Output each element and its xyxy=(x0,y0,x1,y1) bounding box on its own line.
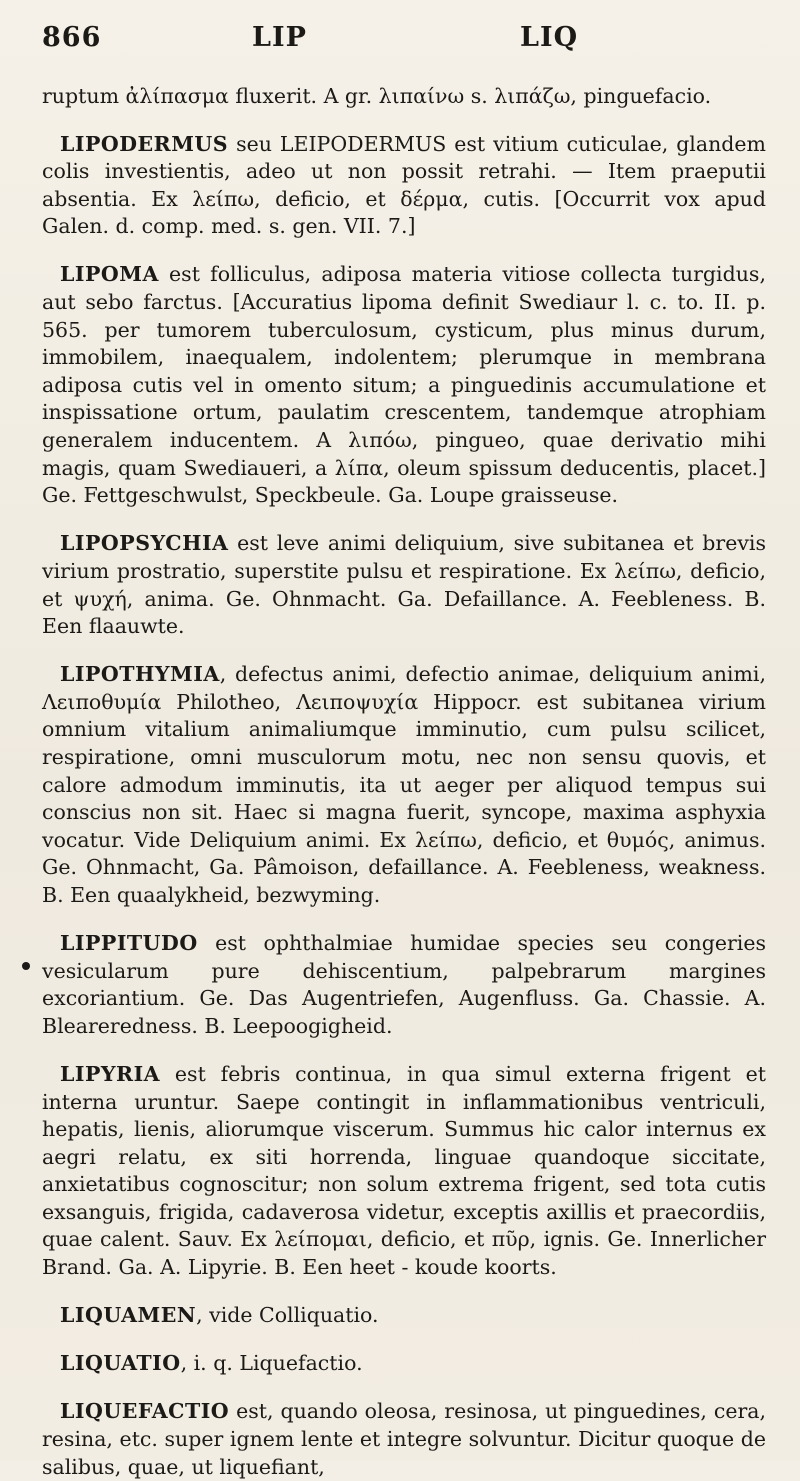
entry-lipothymia xyxy=(42,661,766,909)
running-head-right: LIQ xyxy=(520,22,578,53)
entry-liquamen xyxy=(42,1302,766,1330)
headword: LIQUEFACTIO xyxy=(60,1399,229,1423)
entry-text: est febris continua, in qua simul externa frigent et interna uruntur. Saepe contingit in inflammationibus ventriculi, hepatis, lienis, aliorumque viscerum. Summus hic calor internus ex aegri relatu, ex siti horrenda, linguae quandoque siccitate, anxietatibus cognoscitur; non solum extrema frigent, sed tota cutis exsanguis, frigida, cadaverosa videtur, exceptis axillis et praecordiis, quae calent. Sauv. Ex λείπομαι, deficio, et πῦρ, ignis. Ge. Innerlicher Brand. Ga. A. Lipyrie. B. Een heet - koude koorts. xyxy=(42,1062,766,1279)
entry-continuation xyxy=(42,83,766,111)
entry-text: est ophthalmiae humidae species seu congeries vesicularum pure dehiscentium, palpebrarum margines excoriantium. Ge. Das Augentriefen, Augenfluss. Ga. Chassie. A. Bleareredness. B. Leepoogigheid. xyxy=(42,931,766,1038)
headword: LIPOPSYCHIA xyxy=(60,531,228,555)
entry-lipodermus xyxy=(42,131,766,241)
entry-text: , i. q. Liquefactio. xyxy=(181,1351,363,1375)
margin-mark xyxy=(22,962,30,970)
running-head xyxy=(42,18,766,62)
entry-text: est folliculus, adiposa materia vitiose collecta turgidus, aut sebo farctus. [Accuratius lipoma definit Swediaur l. c. to. II. p. 565. per tumorem tuberculosum, cysticum, plus minus durum, immobilem, inaequalem, indolentem; plerumque in membrana adiposa cutis vel in omento situm; a pinguedinis accumulatione et inspissatione ortum, paulatim crescentem, tandemque atrophiam generalem inducentem. A λιπόω, pingueo, quae derivatio mihi magis, quam Swediaueri, a λίπα, oleum spissum deducentis, placet.] Ge. Fettgeschwulst, Speckbeule. Ga. Loupe graisseuse. xyxy=(42,262,766,507)
page-number: 866 xyxy=(42,22,101,53)
entry-liquatio xyxy=(42,1350,766,1378)
entry-lipopsychia xyxy=(42,530,766,640)
headword: LIPOMA xyxy=(60,262,159,286)
headword: LIPPITUDO xyxy=(60,931,198,955)
entry-liquefactio xyxy=(42,1398,766,1481)
headword: LIQUAMEN xyxy=(60,1303,196,1327)
entry-text: , vide Colliquatio. xyxy=(196,1303,378,1327)
entries-column xyxy=(42,83,766,1481)
entry-lipoma xyxy=(42,261,766,509)
headword: LIPODERMUS xyxy=(60,132,228,156)
entry-text: seu LEIPODERMUS est vitium cuticulae, glandem colis investientis, adeo ut non possit retrahi. — Item praeputii absentia. Ex λείπω, deficio, et δέρμα, cutis. [Occurrit vox apud Galen. d. comp. med. s. gen. VII. 7.] xyxy=(42,132,766,239)
entry-text: est, quando oleosa, resinosa, ut pinguedines, cera, resina, etc. super ignem lente et integre solvuntur. Dicitur quoque de salibus, quae, ut liquefiant, xyxy=(42,1399,766,1478)
entry-text: , defectus animi, defectio animae, deliquium animi, Λειποθυμία Philotheo, Λειποψυχία Hippocr. est subitanea virium omnium vitalium animaliumque imminutio, cum pulsu scilicet, respiratione, omni musculorum motu, nec non sensu quovis, et calore admodum imminutis, ita ut aeger per aliquod tempus sui conscius non sit. Haec si magna fuerit, syncope, maxima asphyxia vocatur. Vide Deliquium animi. Ex λείπω, deficio, et θυμός, animus. Ge. Ohnmacht, Ga. Pâmoison, defaillance. A. Feebleness, weakness. B. Een quaalykheid, bezwyming. xyxy=(42,662,766,907)
headword: LIQUATIO xyxy=(60,1351,181,1375)
headword: LIPYRIA xyxy=(60,1062,160,1086)
running-head-left: LIP xyxy=(252,22,307,53)
headword: LIPOTHYMIA xyxy=(60,662,220,686)
entry-text: ruptum ἀλίπασμα fluxerit. A gr. λιπαίνω s. λιπάζω, pinguefacio. xyxy=(42,84,711,108)
entry-lipyria xyxy=(42,1061,766,1282)
entry-text: est leve animi deliquium, sive subitanea et brevis virium prostratio, superstite pulsu et respiratione. Ex λείπω, deficio, et ψυχή, anima. Ge. Ohnmacht. Ga. Defaillance. A. Feebleness. B. Een flaauwte. xyxy=(42,531,766,638)
entry-lippitudo xyxy=(42,930,766,1040)
